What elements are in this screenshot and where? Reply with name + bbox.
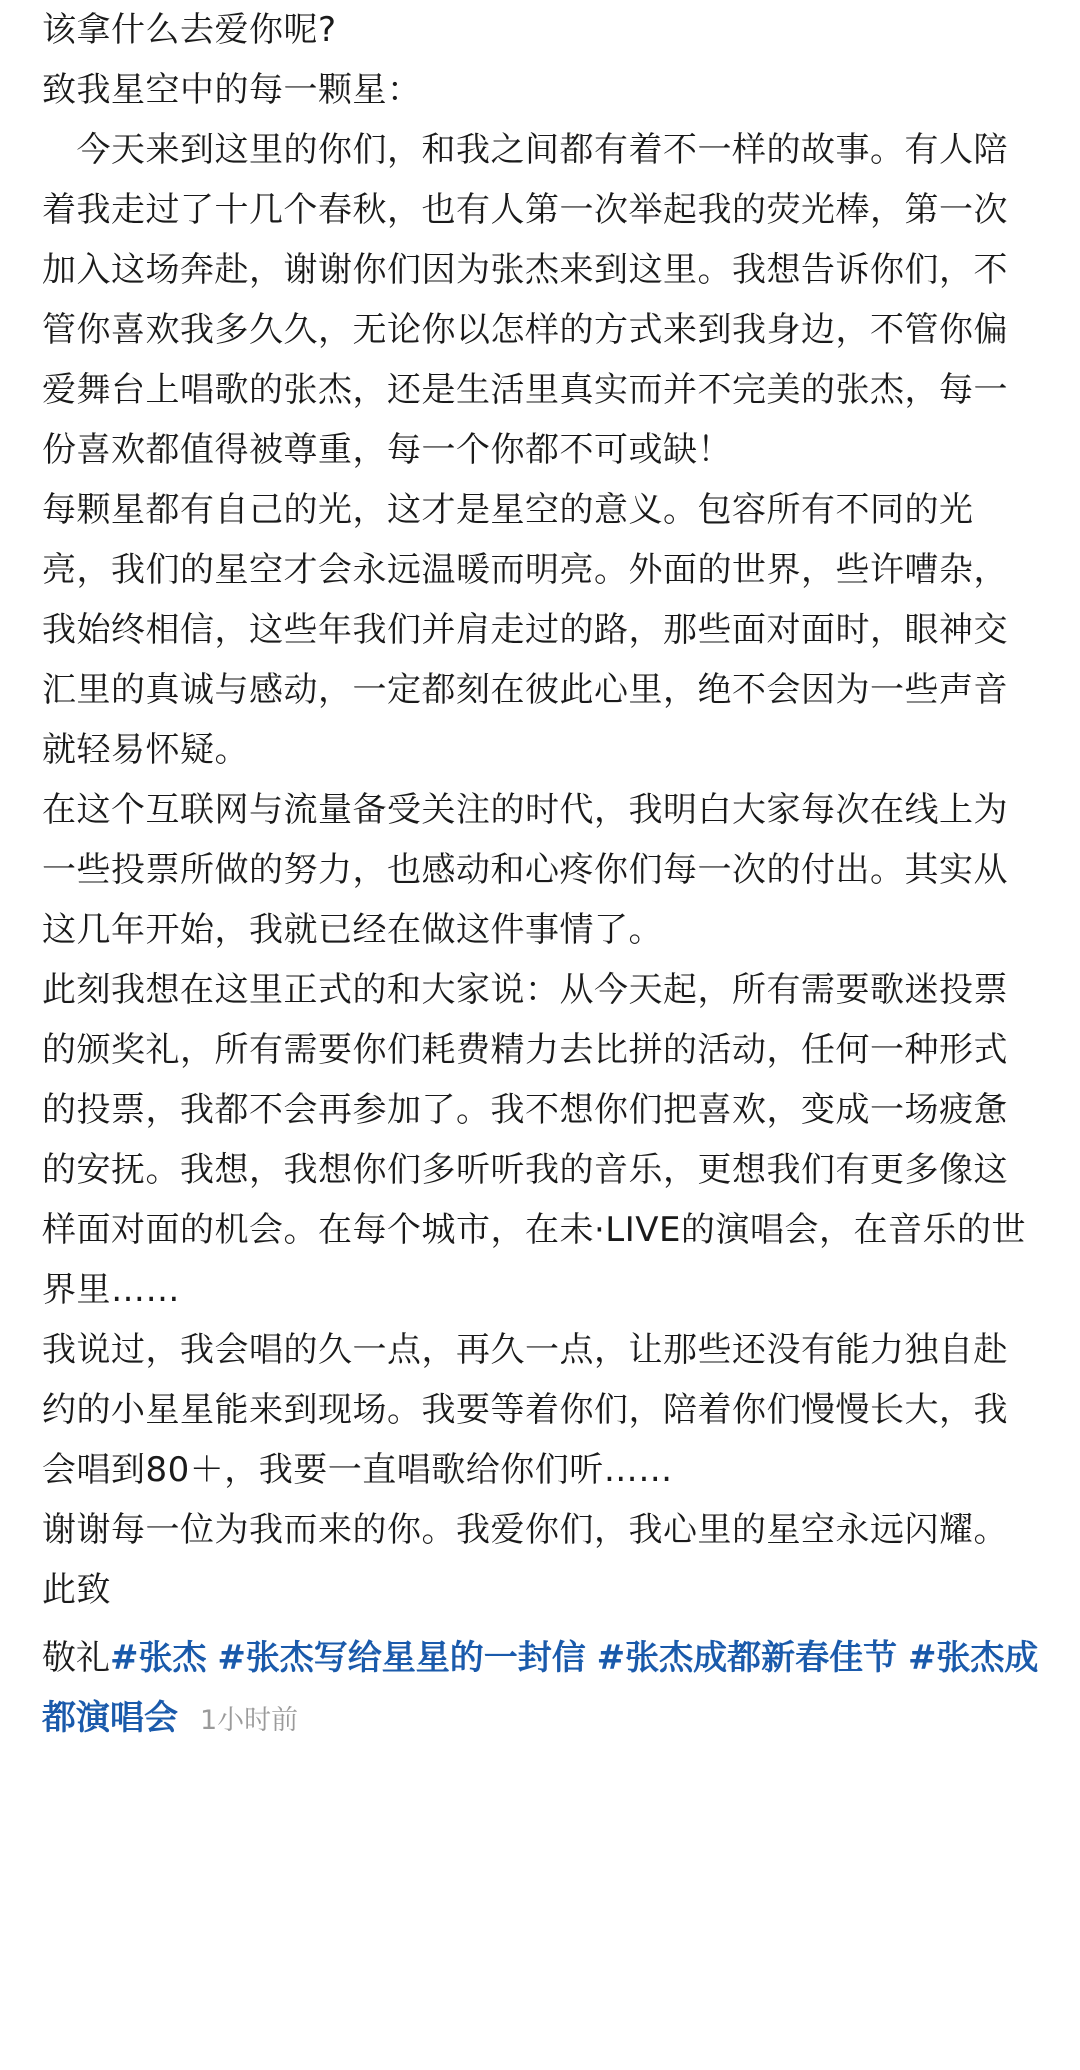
topic-link[interactable]: #张杰成都演唱会 bbox=[42, 1638, 1039, 1738]
paragraph-4: 此刻我想在这里正式的和大家说：从今天起，所有需要歌迷投票的颁奖礼，所有需要你们耗费精力去比拼的活动，任何一种形式的投票，我都不会再参加了。我不想你们把喜欢，变成一场疲惫的安抚。我想，我想你们多听听我的音乐，更想我们有更多像这样面对面的机会。在每个城市，在未·LIVE的演唱会，在音乐的世界里…… bbox=[42, 970, 1027, 1310]
paragraph-5: 我说过，我会唱的久一点，再久一点，让那些还没有能力独自赴约的小星星能来到现场。我要等着你们，陪着你们慢慢长大，我会唱到80＋，我要一直唱歌给你们听…… bbox=[42, 1330, 1008, 1490]
post-timestamp: 1小时前 bbox=[200, 1705, 299, 1736]
paragraph-1: 今天来到这里的你们，和我之间都有着不一样的故事。有人陪着我走过了十几个春秋，也有人第一次举起我的荧光棒，第一次加入这场奔赴，谢谢你们因为张杰来到这里。我想告诉你们，不管你喜欢我多久久，无论你以怎样的方式来到我身边，不管你偏爱舞台上唱歌的张杰，还是生活里真实而并不完美的张杰，每一份喜欢都值得被尊重，每一个你都不可或缺！ bbox=[42, 130, 1008, 470]
closing-text: 敬礼 bbox=[42, 1638, 110, 1678]
post-body bbox=[42, 0, 1042, 1751]
salutation: 致我星空中的每一颗星： bbox=[42, 70, 422, 110]
bottom-fade-overlay bbox=[760, 1940, 1080, 2070]
paragraph-2: 每颗星都有自己的光，这才是星空的意义。包容所有不同的光亮，我们的星空才会永远温暖而明亮。外面的世界，些许嘈杂，我始终相信，这些年我们并肩走过的路，那些面对面时，眼神交汇里的真诚与感动，一定都刻在彼此心里，绝不会因为一些声音就轻易怀疑。 bbox=[42, 490, 1008, 770]
paragraph-3: 在这个互联网与流量备受关注的时代，我明白大家每次在线上为一些投票所做的努力，也感动和心疼你们每一次的付出。其实从这几年开始，我就已经在做这件事情了。 bbox=[42, 790, 1008, 950]
topic-link[interactable]: #张杰 bbox=[110, 1638, 207, 1678]
topic-link[interactable]: #张杰写给星星的一封信 bbox=[217, 1638, 586, 1678]
post-heading: 该拿什么去爱你呢? bbox=[42, 10, 337, 50]
paragraph-6: 谢谢每一位为我而来的你。我爱你们，我心里的星空永远闪耀。 bbox=[42, 1510, 1008, 1550]
closing-and-topics bbox=[42, 1628, 1042, 1751]
paragraph-7: 此致 bbox=[42, 1570, 111, 1610]
topic-link[interactable]: #张杰成都新春佳节 bbox=[596, 1638, 898, 1678]
